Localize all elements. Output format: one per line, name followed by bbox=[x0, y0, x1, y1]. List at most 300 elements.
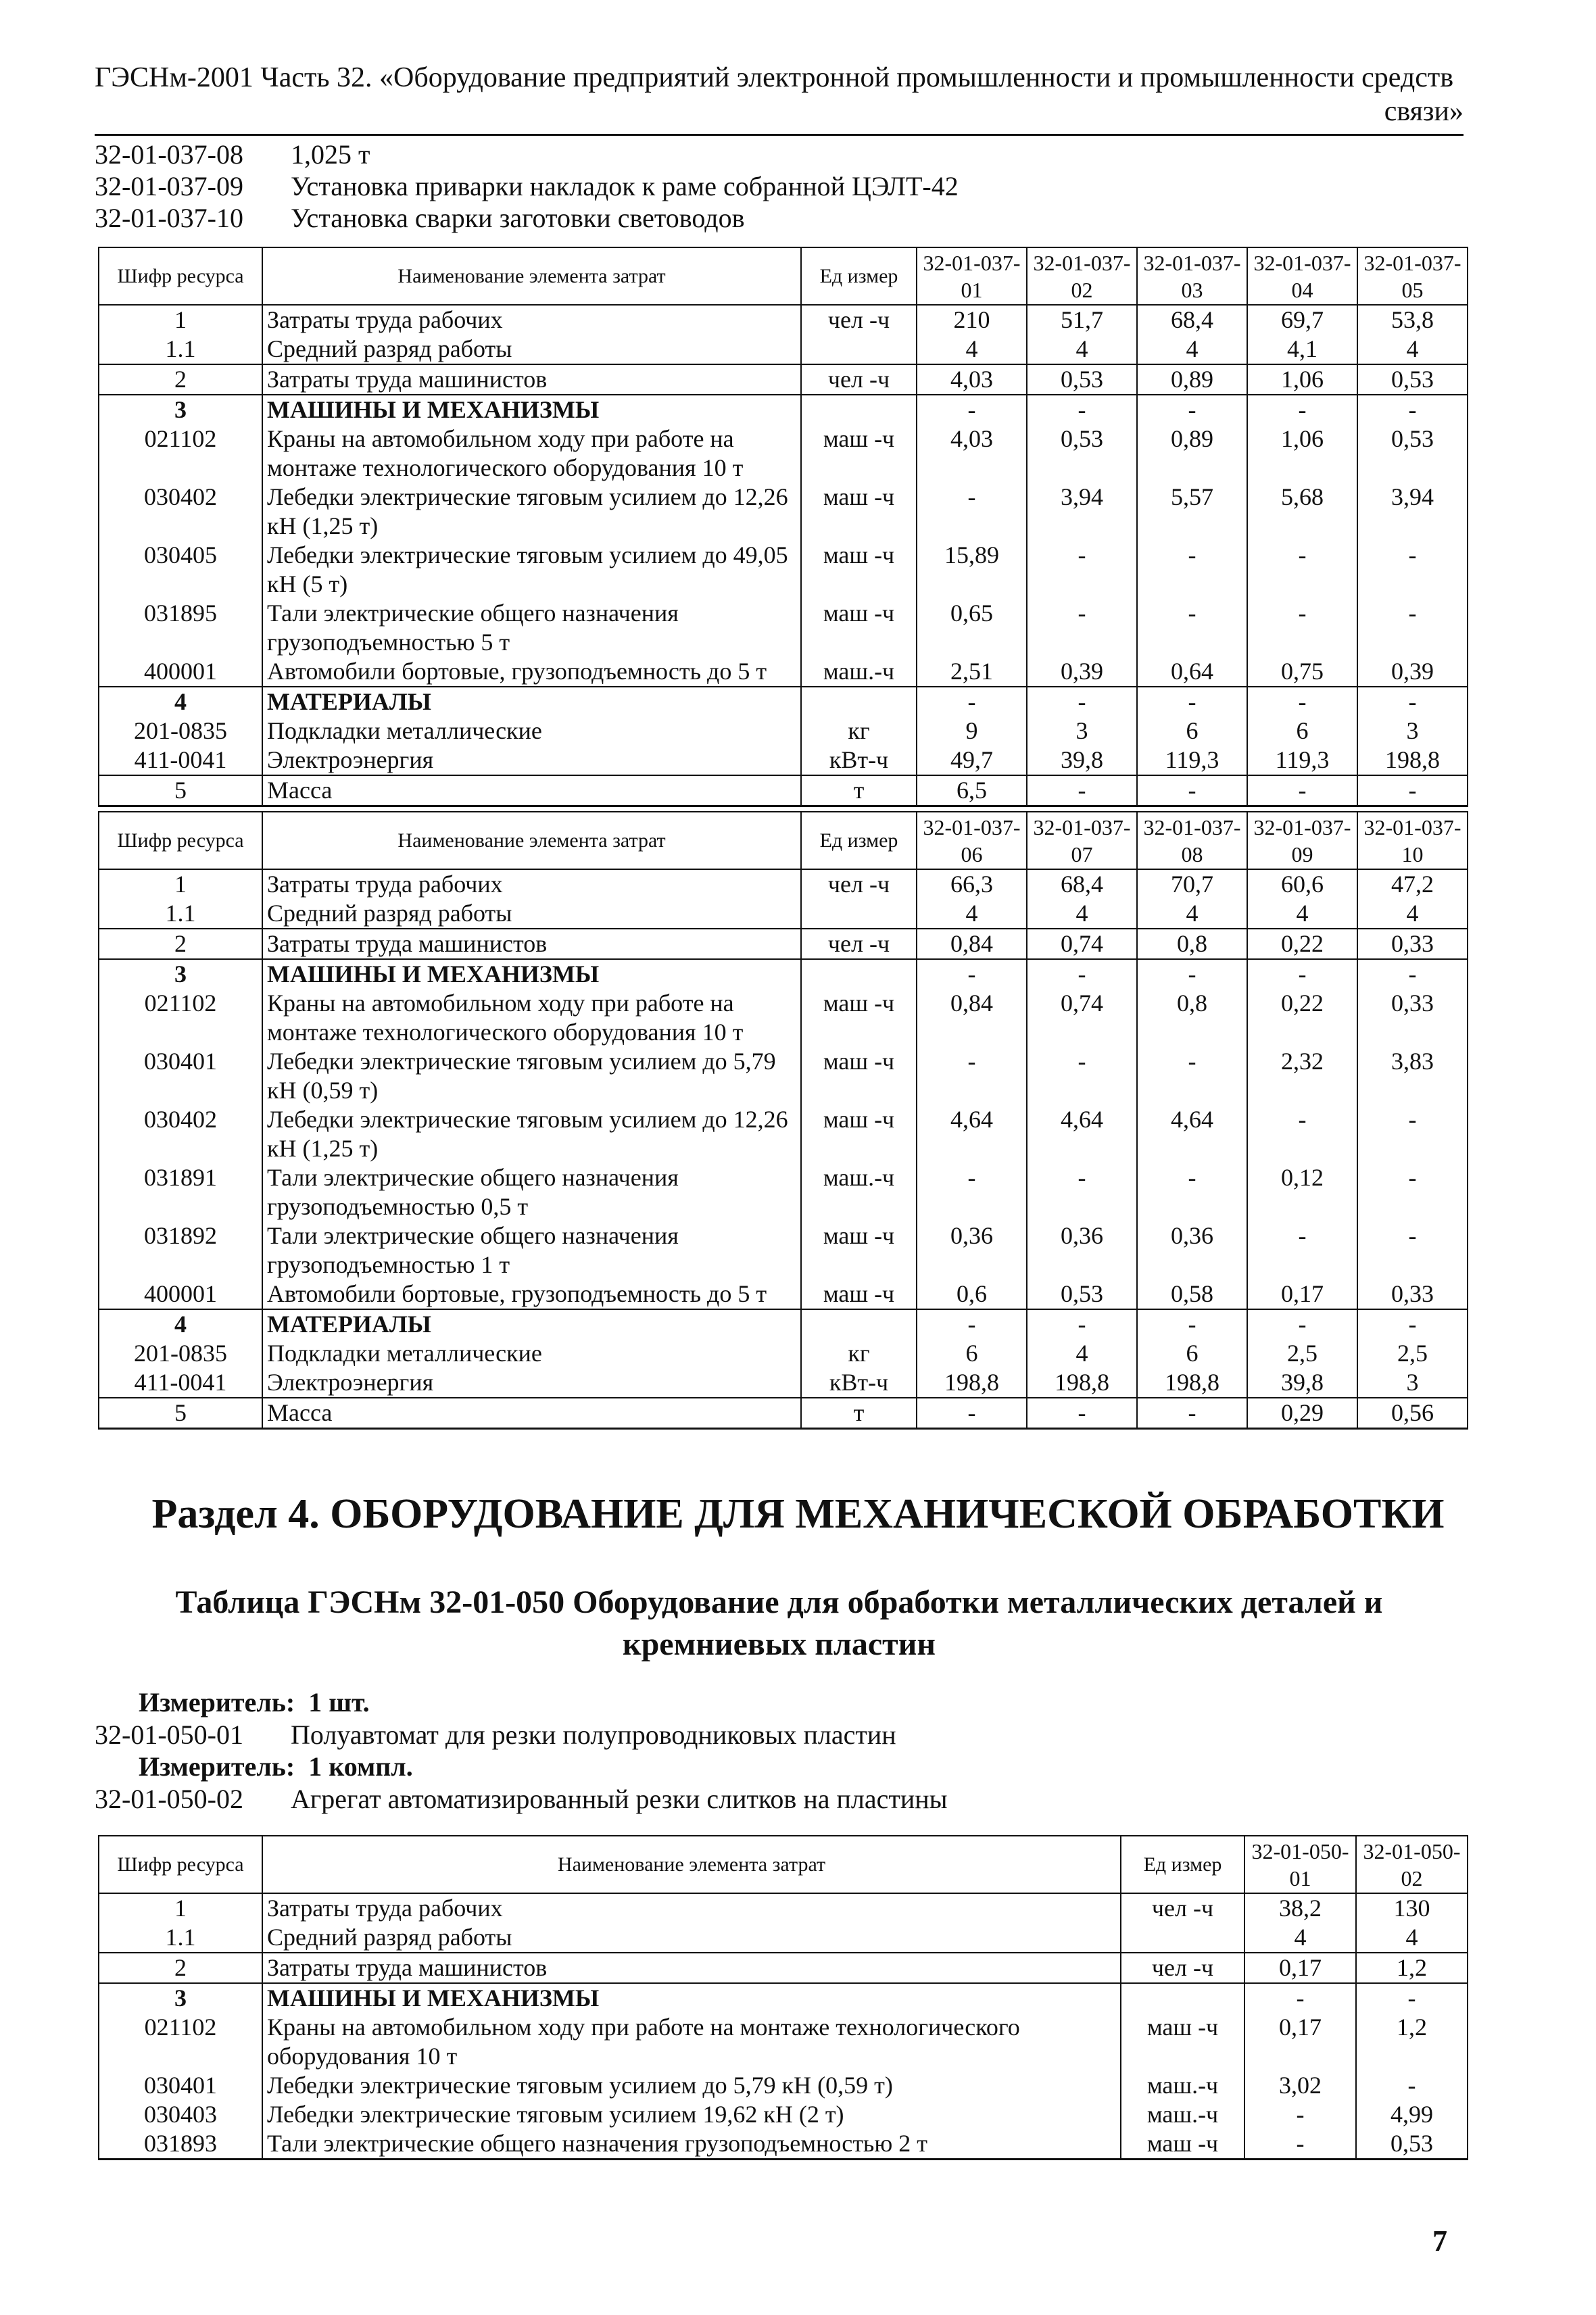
cell-unit bbox=[801, 1309, 917, 1339]
table-row bbox=[99, 1105, 1468, 1163]
header-col: 32-01-037-09 bbox=[1247, 812, 1357, 869]
cell-name: Средний разряд работы bbox=[262, 335, 801, 364]
cell-name: Автомобили бортовые, грузоподъемность до 5 т bbox=[262, 657, 801, 687]
cell-unit: чел -ч bbox=[801, 364, 917, 395]
header-col: 32-01-037-07 bbox=[1027, 812, 1137, 869]
cell-value: 4 bbox=[1027, 335, 1137, 364]
cell-value: 4 bbox=[1244, 1923, 1356, 1953]
cell-code: 1.1 bbox=[99, 899, 262, 929]
cell-value: - bbox=[1356, 1983, 1468, 2013]
cell-value: 0,12 bbox=[1247, 1163, 1357, 1221]
table-row bbox=[99, 2129, 1468, 2160]
cell-value: 6,5 bbox=[917, 775, 1027, 806]
cell-unit: маш -ч bbox=[801, 1280, 917, 1309]
cell-code: 5 bbox=[99, 775, 262, 806]
cell-name: Масса bbox=[262, 1398, 801, 1429]
measure-value: 1 шт. bbox=[308, 1687, 370, 1717]
code: 32-01-037-09 bbox=[95, 171, 243, 201]
header-col: 32-01-037-06 bbox=[917, 812, 1027, 869]
table-row bbox=[99, 599, 1468, 657]
cell-value: 0,84 bbox=[917, 929, 1027, 959]
cell-value: 4,64 bbox=[917, 1105, 1027, 1163]
cell-unit bbox=[1121, 1983, 1244, 2013]
cell-value: 0,74 bbox=[1027, 989, 1137, 1047]
cell-value: - bbox=[917, 1309, 1027, 1339]
page-number: 7 bbox=[1432, 2224, 1447, 2258]
cell-name: Масса bbox=[262, 775, 801, 806]
cell-code: 400001 bbox=[99, 1280, 262, 1309]
table-row bbox=[99, 1983, 1468, 2013]
header-col: 32-01-037-03 bbox=[1137, 247, 1247, 305]
cell-value: - bbox=[1137, 599, 1247, 657]
cell-value: 4 bbox=[1357, 335, 1468, 364]
cell-value: 70,7 bbox=[1137, 869, 1247, 899]
cell-value: 6 bbox=[1247, 716, 1357, 746]
cell-unit: чел -ч bbox=[1121, 1953, 1244, 1983]
cell-value: 198,8 bbox=[1137, 1368, 1247, 1398]
cell-name: МАШИНЫ И МЕХАНИЗМЫ bbox=[262, 395, 801, 424]
cell-value: - bbox=[1357, 1163, 1468, 1221]
cell-value: 68,4 bbox=[1137, 305, 1247, 335]
cell-name: Затраты труда машинистов bbox=[262, 364, 801, 395]
code: 32-01-037-08 bbox=[95, 139, 243, 170]
cell-value: 69,7 bbox=[1247, 305, 1357, 335]
cell-value: 0,8 bbox=[1137, 989, 1247, 1047]
cell-code: 031893 bbox=[99, 2129, 262, 2160]
cell-value: - bbox=[917, 687, 1027, 716]
cell-name: Краны на автомобильном ходу при работе на монтаже технологического оборудования 10 т bbox=[262, 424, 801, 483]
section-title: Раздел 4. ОБОРУДОВАНИЕ ДЛЯ МЕХАНИЧЕСКОЙ ОБРАБОТКИ bbox=[151, 1491, 1445, 1537]
cell-unit: чел -ч bbox=[801, 869, 917, 899]
cell-value: - bbox=[1356, 2071, 1468, 2100]
header-col: 32-01-037-10 bbox=[1357, 812, 1468, 869]
cell-code: 030401 bbox=[99, 1047, 262, 1105]
table-row bbox=[99, 335, 1468, 364]
code-line bbox=[95, 1783, 948, 1815]
cell-name: МАТЕРИАЛЫ bbox=[262, 1309, 801, 1339]
cell-value: 0,22 bbox=[1247, 929, 1357, 959]
cell-value: 3 bbox=[1357, 716, 1468, 746]
cell-value: - bbox=[1357, 1221, 1468, 1280]
cell-unit: маш -ч bbox=[801, 541, 917, 599]
cell-code: 201-0835 bbox=[99, 1339, 262, 1368]
table-row bbox=[99, 1339, 1468, 1368]
code-description: Агрегат автоматизированный резки слитков на пластины bbox=[291, 1784, 948, 1814]
cell-value: 3,83 bbox=[1357, 1047, 1468, 1105]
cell-value: - bbox=[1244, 2100, 1356, 2129]
cell-value: 1,06 bbox=[1247, 424, 1357, 483]
cell-name: Электроэнергия bbox=[262, 746, 801, 775]
cell-value: - bbox=[1357, 775, 1468, 806]
cell-value: - bbox=[1244, 2129, 1356, 2160]
cell-value: - bbox=[1357, 541, 1468, 599]
cell-value: 4 bbox=[1137, 899, 1247, 929]
cell-name: Подкладки металлические bbox=[262, 716, 801, 746]
cell-code: 3 bbox=[99, 1983, 262, 2013]
cell-value: - bbox=[1244, 1983, 1356, 2013]
cell-code: 1 bbox=[99, 869, 262, 899]
cell-code: 031892 bbox=[99, 1221, 262, 1280]
table-title-line-2: кремниевых пластин bbox=[622, 1626, 936, 1662]
cell-value: 4,1 bbox=[1247, 335, 1357, 364]
cell-value: - bbox=[1137, 1309, 1247, 1339]
table-row bbox=[99, 541, 1468, 599]
cell-value: 0,29 bbox=[1247, 1398, 1357, 1429]
cell-value: 2,51 bbox=[917, 657, 1027, 687]
table-row bbox=[99, 1953, 1468, 1983]
cell-value: - bbox=[1247, 541, 1357, 599]
cell-unit: маш -ч bbox=[801, 599, 917, 657]
code-description: 1,025 т bbox=[291, 139, 370, 170]
cell-value: 1,06 bbox=[1247, 364, 1357, 395]
cell-name: Средний разряд работы bbox=[262, 899, 801, 929]
cell-code: 5 bbox=[99, 1398, 262, 1429]
cell-value: 0,64 bbox=[1137, 657, 1247, 687]
cell-unit: кВт-ч bbox=[801, 1368, 917, 1398]
header-col: 32-01-037-04 bbox=[1247, 247, 1357, 305]
cell-code: 2 bbox=[99, 1953, 262, 1983]
cell-value: 47,2 bbox=[1357, 869, 1468, 899]
cell-unit bbox=[801, 959, 917, 989]
resource-table-1 bbox=[98, 247, 1468, 807]
cell-unit: чел -ч bbox=[801, 929, 917, 959]
cell-value: 119,3 bbox=[1247, 746, 1357, 775]
cell-value: 0,53 bbox=[1027, 364, 1137, 395]
table-row bbox=[99, 775, 1468, 806]
cell-value: 0,6 bbox=[917, 1280, 1027, 1309]
table-row bbox=[99, 657, 1468, 687]
cell-name: Лебедки электрические тяговым усилием до 12,26 кН (1,25 т) bbox=[262, 1105, 801, 1163]
cell-unit: маш -ч bbox=[801, 424, 917, 483]
cell-value: 4 bbox=[1027, 1339, 1137, 1368]
cell-value: 15,89 bbox=[917, 541, 1027, 599]
table-row bbox=[99, 1309, 1468, 1339]
cell-value: 38,2 bbox=[1244, 1893, 1356, 1923]
cell-value: 6 bbox=[1137, 1339, 1247, 1368]
cell-value: - bbox=[1357, 959, 1468, 989]
cell-value: 198,8 bbox=[1357, 746, 1468, 775]
cell-code: 4 bbox=[99, 687, 262, 716]
cell-unit bbox=[1121, 1923, 1244, 1953]
cell-value: - bbox=[1027, 541, 1137, 599]
code-description: Полуавтомат для резки полупроводниковых пластин bbox=[291, 1720, 896, 1750]
cell-name: МАШИНЫ И МЕХАНИЗМЫ bbox=[262, 959, 801, 989]
cell-name: Затраты труда рабочих bbox=[262, 305, 801, 335]
table-row bbox=[99, 989, 1468, 1047]
cell-value: 6 bbox=[1137, 716, 1247, 746]
cell-code: 201-0835 bbox=[99, 716, 262, 746]
code-line bbox=[95, 139, 370, 170]
running-header bbox=[95, 61, 1464, 129]
cell-value: - bbox=[917, 959, 1027, 989]
cell-value: 2,5 bbox=[1247, 1339, 1357, 1368]
table-row bbox=[99, 2071, 1468, 2100]
cell-code: 2 bbox=[99, 929, 262, 959]
cell-name: Тали электрические общего назначения грузоподъемностью 2 т bbox=[262, 2129, 1121, 2160]
cell-value: - bbox=[1137, 1163, 1247, 1221]
cell-value: 0,36 bbox=[1027, 1221, 1137, 1280]
cell-unit bbox=[801, 899, 917, 929]
cell-value: 0,17 bbox=[1244, 1953, 1356, 1983]
cell-value: - bbox=[1137, 541, 1247, 599]
table-row bbox=[99, 959, 1468, 989]
cell-code: 030405 bbox=[99, 541, 262, 599]
cell-unit: маш.-ч bbox=[1121, 2100, 1244, 2129]
cell-value: - bbox=[917, 395, 1027, 424]
cell-value: 2,32 bbox=[1247, 1047, 1357, 1105]
cell-unit bbox=[801, 335, 917, 364]
resource-table-3 bbox=[98, 1835, 1468, 2160]
code-line bbox=[95, 1719, 896, 1751]
cell-code: 4 bbox=[99, 1309, 262, 1339]
cell-value: 3 bbox=[1357, 1368, 1468, 1398]
cell-value: 119,3 bbox=[1137, 746, 1247, 775]
header-unit: Ед измер bbox=[801, 247, 917, 305]
cell-value: 3,94 bbox=[1027, 483, 1137, 541]
cell-value: - bbox=[1247, 395, 1357, 424]
cell-value: - bbox=[1137, 1398, 1247, 1429]
cell-unit: чел -ч bbox=[801, 305, 917, 335]
table-row bbox=[99, 483, 1468, 541]
cell-value: 3,02 bbox=[1244, 2071, 1356, 2100]
table-row bbox=[99, 746, 1468, 775]
cell-value: 0,53 bbox=[1357, 364, 1468, 395]
cell-unit: маш.-ч bbox=[801, 1163, 917, 1221]
cell-value: - bbox=[917, 483, 1027, 541]
header-line-2: связи» bbox=[1384, 96, 1464, 128]
cell-value: 0,33 bbox=[1357, 929, 1468, 959]
table-row bbox=[99, 1163, 1468, 1221]
table-row bbox=[99, 364, 1468, 395]
cell-value: 3,94 bbox=[1357, 483, 1468, 541]
cell-value: - bbox=[1137, 1047, 1247, 1105]
cell-value: 198,8 bbox=[1027, 1368, 1137, 1398]
cell-name: Подкладки металлические bbox=[262, 1339, 801, 1368]
cell-unit: маш.-ч bbox=[1121, 2071, 1244, 2100]
table-row bbox=[99, 1893, 1468, 1923]
cell-code: 021102 bbox=[99, 2013, 262, 2071]
cell-code: 1.1 bbox=[99, 335, 262, 364]
code-line bbox=[95, 170, 959, 202]
cell-value: - bbox=[1137, 395, 1247, 424]
cell-name: Затраты труда машинистов bbox=[262, 1953, 1121, 1983]
cell-value: 0,53 bbox=[1357, 424, 1468, 483]
table-row bbox=[99, 1923, 1468, 1953]
cell-value: - bbox=[1247, 1105, 1357, 1163]
cell-value: 4,03 bbox=[917, 364, 1027, 395]
cell-value: 4 bbox=[1027, 899, 1137, 929]
cell-name: Тали электрические общего назначения грузоподъемностью 0,5 т bbox=[262, 1163, 801, 1221]
cell-value: 39,8 bbox=[1027, 746, 1137, 775]
cell-value: 0,53 bbox=[1356, 2129, 1468, 2160]
cell-value: 1,2 bbox=[1356, 2013, 1468, 2071]
cell-value: 0,33 bbox=[1357, 1280, 1468, 1309]
cell-code: 031895 bbox=[99, 599, 262, 657]
header-name: Наименование элемента затрат bbox=[262, 247, 801, 305]
cell-value: 4,03 bbox=[917, 424, 1027, 483]
cell-unit: маш -ч bbox=[801, 1047, 917, 1105]
cell-code: 031891 bbox=[99, 1163, 262, 1221]
cell-value: 0,53 bbox=[1027, 424, 1137, 483]
cell-value: 0,56 bbox=[1357, 1398, 1468, 1429]
cell-value: - bbox=[917, 1398, 1027, 1429]
header-col: 32-01-037-02 bbox=[1027, 247, 1137, 305]
cell-value: 0,74 bbox=[1027, 929, 1137, 959]
cell-unit bbox=[801, 395, 917, 424]
cell-unit: кВт-ч bbox=[801, 746, 917, 775]
cell-value: 4 bbox=[1356, 1923, 1468, 1953]
cell-name: Лебедки электрические тяговым усилием до 49,05 кН (5 т) bbox=[262, 541, 801, 599]
cell-value: - bbox=[1247, 775, 1357, 806]
table-row bbox=[99, 1221, 1468, 1280]
cell-value: 0,39 bbox=[1357, 657, 1468, 687]
cell-value: - bbox=[1027, 395, 1137, 424]
table-row bbox=[99, 687, 1468, 716]
table-row bbox=[99, 2100, 1468, 2129]
resource-table-2 bbox=[98, 811, 1468, 1430]
cell-value: 0,84 bbox=[917, 989, 1027, 1047]
cell-code: 030403 bbox=[99, 2100, 262, 2129]
cell-value: 0,33 bbox=[1357, 989, 1468, 1047]
cell-unit bbox=[801, 687, 917, 716]
cell-name: МАТЕРИАЛЫ bbox=[262, 687, 801, 716]
cell-value: 53,8 bbox=[1357, 305, 1468, 335]
cell-name: Автомобили бортовые, грузоподъемность до 5 т bbox=[262, 1280, 801, 1309]
table-row bbox=[99, 716, 1468, 746]
table-row bbox=[99, 899, 1468, 929]
cell-value: 130 bbox=[1356, 1893, 1468, 1923]
table-row bbox=[99, 1398, 1468, 1429]
cell-value: - bbox=[1027, 1309, 1137, 1339]
cell-value: - bbox=[1357, 1309, 1468, 1339]
cell-value: 51,7 bbox=[1027, 305, 1137, 335]
cell-code: 3 bbox=[99, 395, 262, 424]
cell-unit: т bbox=[801, 775, 917, 806]
header-col: 32-01-037-01 bbox=[917, 247, 1027, 305]
cell-unit: кг bbox=[801, 1339, 917, 1368]
cell-value: - bbox=[1027, 1047, 1137, 1105]
cell-unit: маш -ч bbox=[801, 989, 917, 1047]
cell-name: Затраты труда рабочих bbox=[262, 869, 801, 899]
cell-value: 198,8 bbox=[917, 1368, 1027, 1398]
measure-label bbox=[139, 1751, 413, 1782]
cell-code: 3 bbox=[99, 959, 262, 989]
measure-label-text: Измеритель: bbox=[139, 1751, 295, 1782]
cell-value: - bbox=[917, 1047, 1027, 1105]
cell-name: Затраты труда рабочих bbox=[262, 1893, 1121, 1923]
cell-code: 030401 bbox=[99, 2071, 262, 2100]
cell-value: 0,53 bbox=[1027, 1280, 1137, 1309]
cell-value: 4 bbox=[917, 335, 1027, 364]
table-row bbox=[99, 1368, 1468, 1398]
code-description: Установка приварки накладок к раме собранной ЦЭЛТ-42 bbox=[291, 171, 959, 201]
cell-value: 39,8 bbox=[1247, 1368, 1357, 1398]
cell-value: 0,89 bbox=[1137, 364, 1247, 395]
cell-value: - bbox=[1357, 687, 1468, 716]
cell-value: - bbox=[1027, 775, 1137, 806]
cell-value: 60,6 bbox=[1247, 869, 1357, 899]
cell-name: Краны на автомобильном ходу при работе на монтаже технологического оборудования 10 т bbox=[262, 2013, 1121, 2071]
measure-value: 1 компл. bbox=[308, 1751, 413, 1782]
cell-name: Лебедки электрические тяговым усилием 19,62 кН (2 т) bbox=[262, 2100, 1121, 2129]
header-line-1: ГЭСНм-2001 Часть 32. «Оборудование предприятий электронной промышленности и промышленности средств bbox=[95, 62, 1454, 93]
code: 32-01-050-01 bbox=[95, 1720, 243, 1750]
cell-unit: чел -ч bbox=[1121, 1893, 1244, 1923]
cell-value: - bbox=[1027, 599, 1137, 657]
table-row bbox=[99, 305, 1468, 335]
cell-value: - bbox=[1357, 1105, 1468, 1163]
cell-value: 4 bbox=[1247, 899, 1357, 929]
cell-value: 0,89 bbox=[1137, 424, 1247, 483]
cell-value: 1,2 bbox=[1356, 1953, 1468, 1983]
header-unit: Ед измер bbox=[801, 812, 917, 869]
header-col: 32-01-050-02 bbox=[1356, 1836, 1468, 1893]
code: 32-01-050-02 bbox=[95, 1784, 243, 1814]
table-row bbox=[99, 1047, 1468, 1105]
cell-name: Лебедки электрические тяговым усилием до 5,79 кН (0,59 т) bbox=[262, 1047, 801, 1105]
cell-value: 6 bbox=[917, 1339, 1027, 1368]
cell-unit: маш -ч bbox=[801, 1105, 917, 1163]
cell-value: - bbox=[1357, 599, 1468, 657]
cell-value: 49,7 bbox=[917, 746, 1027, 775]
cell-value: - bbox=[1357, 395, 1468, 424]
cell-code: 1.1 bbox=[99, 1923, 262, 1953]
cell-value: 5,68 bbox=[1247, 483, 1357, 541]
cell-unit: маш -ч bbox=[801, 483, 917, 541]
cell-value: 0,8 bbox=[1137, 929, 1247, 959]
code: 32-01-037-10 bbox=[95, 203, 243, 233]
cell-unit: т bbox=[801, 1398, 917, 1429]
cell-name: Затраты труда машинистов bbox=[262, 929, 801, 959]
code-description: Установка сварки заготовки световодов bbox=[291, 203, 745, 233]
header-col: 32-01-037-05 bbox=[1357, 247, 1468, 305]
table-row bbox=[99, 929, 1468, 959]
cell-value: - bbox=[1027, 687, 1137, 716]
cell-code: 030402 bbox=[99, 483, 262, 541]
cell-value: 4 bbox=[917, 899, 1027, 929]
cell-value: - bbox=[1027, 959, 1137, 989]
header-rule bbox=[95, 134, 1464, 136]
cell-value: 0,36 bbox=[917, 1221, 1027, 1280]
cell-value: 4 bbox=[1137, 335, 1247, 364]
cell-value: 68,4 bbox=[1027, 869, 1137, 899]
cell-code: 1 bbox=[99, 1893, 262, 1923]
table-row bbox=[99, 2013, 1468, 2071]
cell-value: 210 bbox=[917, 305, 1027, 335]
cell-name: Краны на автомобильном ходу при работе на монтаже технологического оборудования 10 т bbox=[262, 989, 801, 1047]
cell-name: Средний разряд работы bbox=[262, 1923, 1121, 1953]
cell-value: 0,75 bbox=[1247, 657, 1357, 687]
header-col: 32-01-037-08 bbox=[1137, 812, 1247, 869]
measure-label-text: Измеритель: bbox=[139, 1687, 295, 1717]
cell-value: - bbox=[1137, 775, 1247, 806]
cell-value: - bbox=[917, 1163, 1027, 1221]
cell-value: - bbox=[1247, 1309, 1357, 1339]
cell-value: - bbox=[1247, 687, 1357, 716]
cell-value: 0,17 bbox=[1244, 2013, 1356, 2071]
cell-value: - bbox=[1027, 1163, 1137, 1221]
table-row bbox=[99, 395, 1468, 424]
cell-name: Электроэнергия bbox=[262, 1368, 801, 1398]
code-line bbox=[95, 202, 745, 234]
header-name: Наименование элемента затрат bbox=[262, 812, 801, 869]
table-row bbox=[99, 869, 1468, 899]
cell-value: 0,58 bbox=[1137, 1280, 1247, 1309]
header-resource: Шифр ресурса bbox=[99, 247, 262, 305]
cell-value: - bbox=[1247, 959, 1357, 989]
cell-name: МАШИНЫ И МЕХАНИЗМЫ bbox=[262, 1983, 1121, 2013]
cell-value: 0,17 bbox=[1247, 1280, 1357, 1309]
